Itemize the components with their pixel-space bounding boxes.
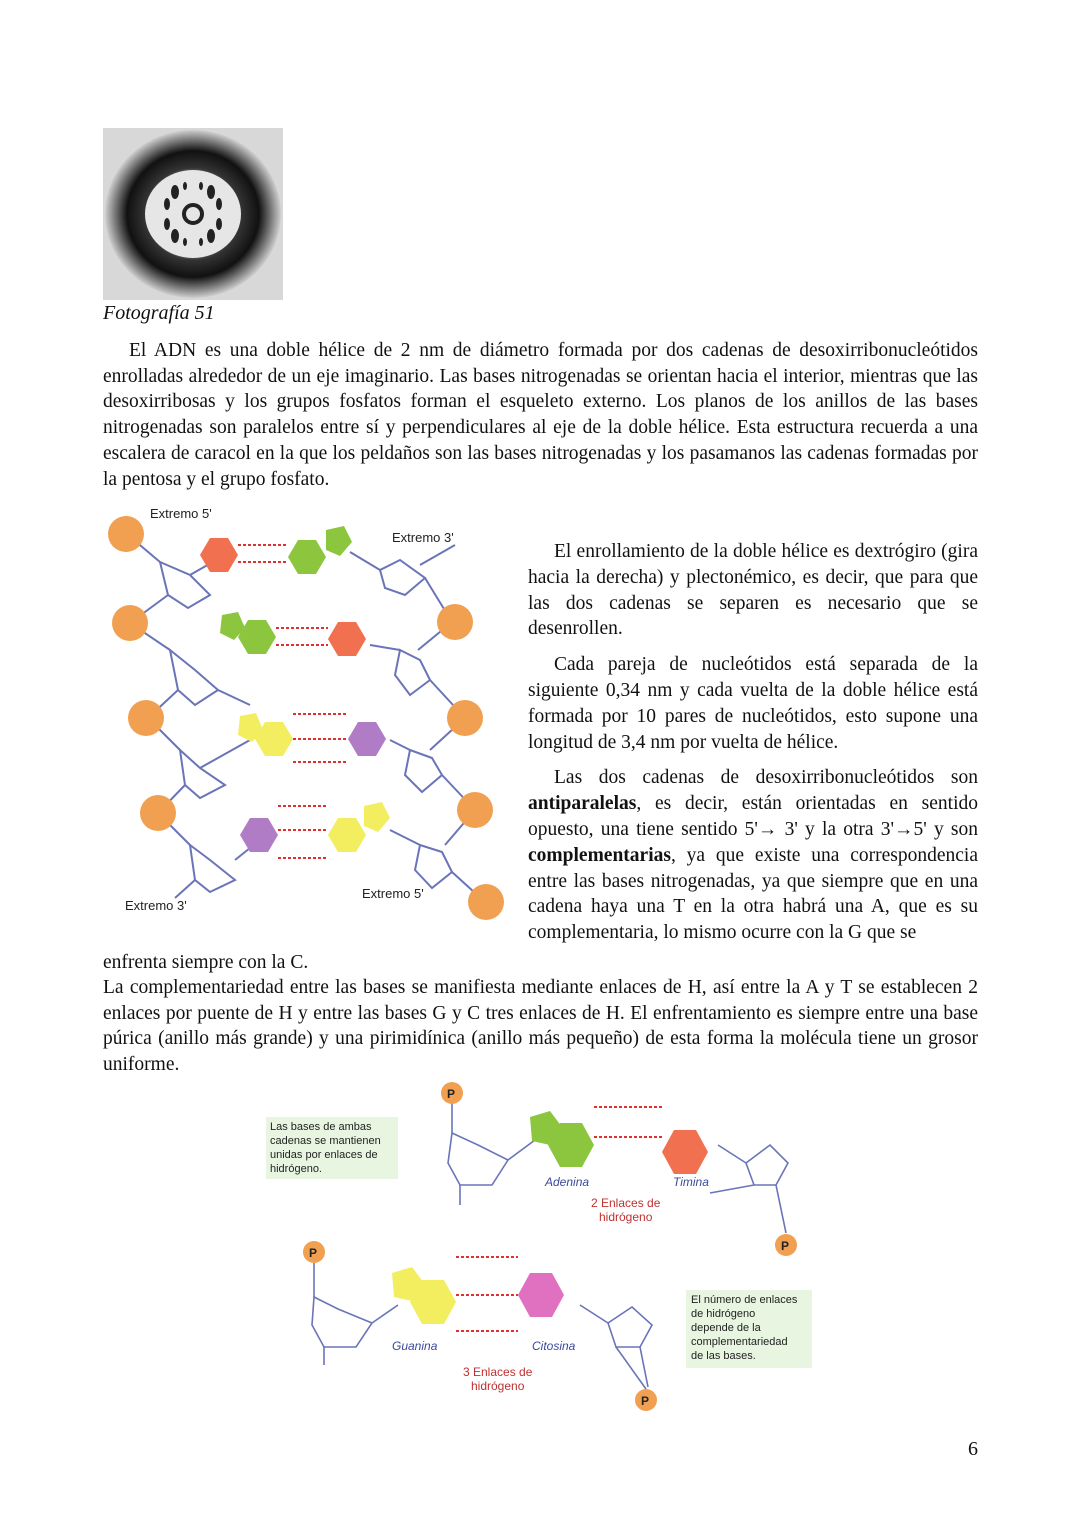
note-left-line-2: cadenas se mantienen xyxy=(270,1135,381,1147)
side-paragraph-1 xyxy=(528,539,978,642)
side-text-3c: , ya que existe una correspondencia entre las bases nitrogenadas, ya que siempre que en una cadena haya una T en la otra habrá una A, que es su complementaria, lo mismo ocurre con la G que se xyxy=(528,844,978,944)
note-right-line-2: de hidrógeno xyxy=(691,1308,756,1320)
intro-text: El ADN es una doble hélice de 2 nm de diámetro formada por dos cadenas de desoxirribonucleótidos enrolladas alrededor de un eje imaginario. Las bases nitrogenadas se orientan hacia el interior, mientras que las desoxirribosas y los grupos fosfatos forman el esqueleto externo. Los planos de los anillos de las bases nitrogenadas son paralelos entre sí y perpendiculares al eje de la doble hélice. Esta estructura recuerda a una escalera de caracol en la que los peldaños son las bases nitrogenadas y los pasamanos las cadenas formadas por la pentosa y el grupo fosfato. xyxy=(103,340,978,490)
side-paragraph-3 xyxy=(528,765,978,946)
note-right-line-4: complementariedad xyxy=(691,1336,788,1348)
gc-bonds-line-1: 3 Enlaces de xyxy=(463,1365,533,1379)
helix-diagram xyxy=(100,500,520,930)
note-left-line-4: hidrógeno. xyxy=(270,1163,322,1175)
base-pair-1 xyxy=(200,526,352,574)
side-paragraph-2 xyxy=(528,652,978,755)
continuation-text: enfrenta siempre con la C. xyxy=(103,952,309,973)
page-number: 6 xyxy=(968,1438,978,1460)
base-pairs-diagram xyxy=(260,1075,820,1420)
side-text-3b: , es decir, están orientadas en sentido opuesto, una tiene sentido 5'→ 3' y la otra 3'→5' y son xyxy=(528,793,978,840)
at-bonds-line-1: 2 Enlaces de xyxy=(591,1196,661,1210)
note-left-line-3: unidas por enlaces de xyxy=(270,1149,378,1161)
phosphate-label-4: P xyxy=(641,1394,650,1408)
diffraction-photo xyxy=(103,128,283,300)
term-complementarias: complementarias xyxy=(528,844,671,866)
label-citosina: Citosina xyxy=(532,1339,576,1353)
side-text-3a: Las dos cadenas de desoxirribonucleótidos son xyxy=(554,767,978,789)
backbone-lines xyxy=(128,535,485,902)
label-adenina: Adenina xyxy=(545,1175,590,1189)
gc-bonds-line-2: hidrógeno xyxy=(471,1379,525,1393)
note-right-line-1: El número de enlaces xyxy=(691,1294,798,1306)
side-text xyxy=(528,539,978,956)
base-pair-3 xyxy=(238,713,386,762)
intro-paragraph xyxy=(103,338,978,492)
side-text-2: Cada pareja de nucleótidos está separada de la siguiente 0,34 nm y cada vuelta de la doble hélice está formada por 10 pares de nucleótidos, esto supone una longitud de 3,4 nm por vuelta de hélice. xyxy=(528,654,978,753)
photo-caption: Fotografía 51 xyxy=(103,302,215,324)
phosphate-label-3: P xyxy=(309,1246,318,1260)
base-pair-2 xyxy=(220,612,366,656)
label-extremo-3-bottom: Extremo 3' xyxy=(125,898,187,913)
label-timina: Timina xyxy=(673,1175,709,1189)
phosphate-label-1: P xyxy=(447,1087,456,1101)
note-right-line-5: de las bases. xyxy=(691,1350,756,1362)
label-extremo-3-top: Extremo 3' xyxy=(392,530,454,545)
base-pair-4 xyxy=(240,802,390,858)
side-text-1: El enrollamiento de la doble hélice es dextrógiro (gira hacia la derecha) y plectonémico, es decir, que para que las dos cadenas se separen es necesario que se desenrollen. xyxy=(528,541,978,640)
label-extremo-5-top: Extremo 5' xyxy=(150,506,212,521)
term-antiparalelas: antiparalelas xyxy=(528,793,637,815)
complementarity-paragraph: La complementariedad entre las bases se manifiesta mediante enlaces de H, así entre la A y T se establecen 2 enlaces por puente de H y entre las bases G y C tres enlaces de H. El enfrentamiento es siempre entre una base púrica (anillo más grande) y una pirimidínica (anillo más pequeño) de esta forma la molécula tiene un grosor uniforme. xyxy=(103,977,978,1076)
note-right-line-3: depende de la xyxy=(691,1322,761,1334)
at-bonds-line-2: hidrógeno xyxy=(599,1210,653,1224)
phosphate-label-2: P xyxy=(781,1239,790,1253)
note-left-line-1: Las bases de ambas xyxy=(270,1121,372,1133)
label-guanina: Guanina xyxy=(392,1339,438,1353)
label-extremo-5-bottom: Extremo 5' xyxy=(362,886,424,901)
